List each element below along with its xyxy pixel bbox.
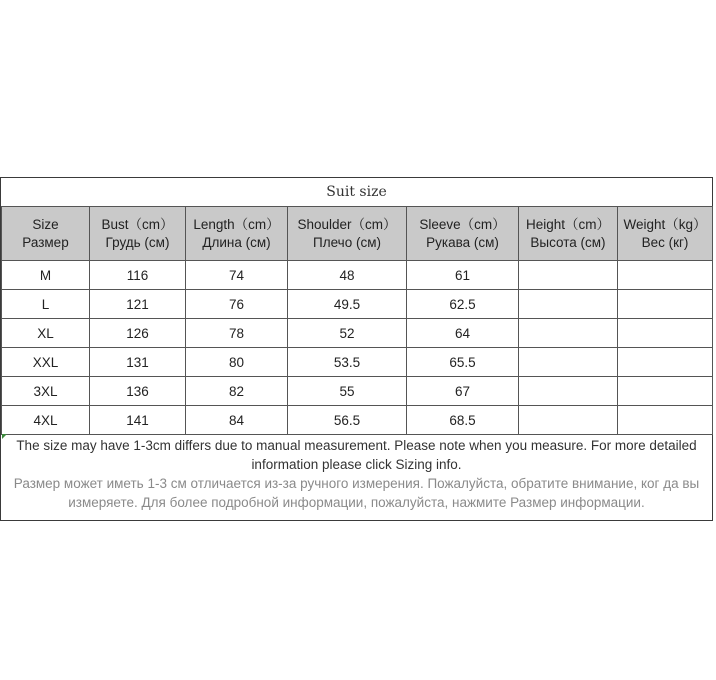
cell-height — [519, 290, 618, 319]
cell-sleeve: 67 — [407, 377, 519, 406]
header-weight: Weight（kg） Вес (кг) — [618, 207, 713, 261]
note-russian: Размер может иметь 1-3 см отличается из-за ручного измерения. Пожалуйста, обратите внимание, ког да вы измеряете. Для более подробной информации, пожалуйста, нажмите Размер информации. — [13, 476, 700, 510]
cell-size: L — [2, 290, 90, 319]
cell-bust: 121 — [90, 290, 186, 319]
cell-length: 84 — [186, 406, 288, 435]
cell-length: 74 — [186, 261, 288, 290]
cell-sleeve: 62.5 — [407, 290, 519, 319]
cell-bust: 136 — [90, 377, 186, 406]
header-height: Height（cm） Высота (см) — [519, 207, 618, 261]
cell-size: XXL — [2, 348, 90, 377]
cell-length: 78 — [186, 319, 288, 348]
cell-size: 3XL — [2, 377, 90, 406]
cell-size: XL — [2, 319, 90, 348]
cell-weight — [618, 290, 713, 319]
cell-weight — [618, 261, 713, 290]
cell-size: M — [2, 261, 90, 290]
cell-sleeve: 64 — [407, 319, 519, 348]
table-row — [2, 348, 713, 377]
chart-title: Suit size — [326, 184, 387, 200]
measurement-note — [1, 434, 712, 512]
cell-bust: 116 — [90, 261, 186, 290]
cell-shoulder: 48 — [288, 261, 407, 290]
header-size: Size Размер — [2, 207, 90, 261]
cell-height — [519, 319, 618, 348]
table-row — [2, 290, 713, 319]
cell-weight — [618, 377, 713, 406]
cell-bust: 141 — [90, 406, 186, 435]
header-bust: Bust（cm） Грудь (см) — [90, 207, 186, 261]
cell-length: 82 — [186, 377, 288, 406]
header-length: Length（cm） Длина (см) — [186, 207, 288, 261]
cell-shoulder: 53.5 — [288, 348, 407, 377]
size-table — [1, 206, 713, 435]
table-row — [2, 319, 713, 348]
cell-height — [519, 406, 618, 435]
table-row — [2, 406, 713, 435]
cell-shoulder: 55 — [288, 377, 407, 406]
cell-length: 76 — [186, 290, 288, 319]
cell-height — [519, 377, 618, 406]
cell-size: 4XL — [2, 406, 90, 435]
header-shoulder: Shoulder（cm） Плечо (см) — [288, 207, 407, 261]
cell-weight — [618, 348, 713, 377]
cell-shoulder: 49.5 — [288, 290, 407, 319]
cell-bust: 126 — [90, 319, 186, 348]
cell-shoulder: 52 — [288, 319, 407, 348]
size-chart — [0, 177, 713, 521]
cell-bust: 131 — [90, 348, 186, 377]
table-row — [2, 377, 713, 406]
cell-sleeve: 61 — [407, 261, 519, 290]
note-english: The size may have 1-3cm differs due to manual measurement. Please note when you measure. For more detailed information please click Sizing info. — [16, 438, 697, 472]
cell-weight — [618, 319, 713, 348]
corner-marker — [2, 434, 7, 439]
cell-height — [519, 348, 618, 377]
cell-sleeve: 68.5 — [407, 406, 519, 435]
cell-weight — [618, 406, 713, 435]
cell-sleeve: 65.5 — [407, 348, 519, 377]
table-row — [2, 261, 713, 290]
cell-height — [519, 261, 618, 290]
cell-shoulder: 56.5 — [288, 406, 407, 435]
header-sleeve: Sleeve（cm） Рукава (см) — [407, 207, 519, 261]
cell-length: 80 — [186, 348, 288, 377]
header-row — [2, 207, 713, 261]
